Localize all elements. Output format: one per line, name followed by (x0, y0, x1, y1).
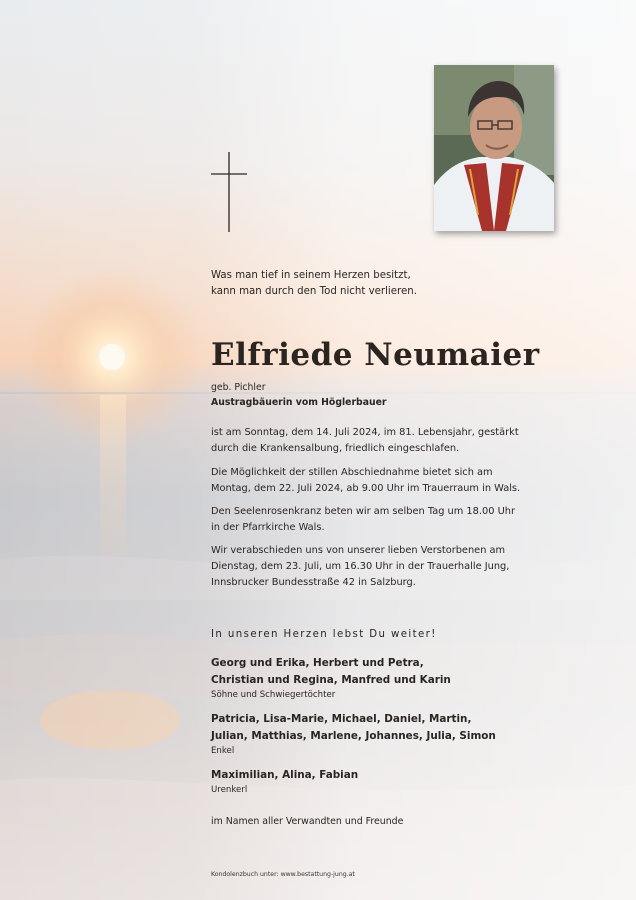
family-names (211, 655, 591, 689)
cross-icon (210, 152, 248, 232)
family-names-line: Christian und Regina, Manfred und Karin (211, 674, 451, 686)
deceased-name: Elfriede Neumaier (211, 337, 540, 373)
family-names-line: Julian, Matthias, Marlene, Johannes, Julia, Simon (211, 730, 496, 742)
paragraph-line: durch die Krankensalbung, friedlich eingeschlafen. (211, 443, 460, 454)
deceased-title: Austragbäuerin vom Höglerbauer (211, 397, 387, 408)
born-name: geb. Pichler (211, 382, 266, 393)
verse (211, 268, 591, 300)
portrait-photo (434, 65, 554, 231)
paragraph-line: Montag, dem 22. Juli 2024, ab 9.00 Uhr im Trauerraum in Wals. (211, 483, 521, 494)
farewell-viewing (211, 465, 591, 497)
funeral-info (211, 543, 591, 591)
deceased-details (211, 380, 591, 410)
paragraph-line: Wir verabschieden uns von unserer lieben Verstorbenen am (211, 545, 506, 556)
family-relation: Söhne und Schwiegertöchter (211, 690, 336, 700)
family-group-sons (211, 655, 591, 702)
death-announcement (211, 425, 591, 457)
verse-line: Was man tief in seinem Herzen besitzt, (211, 270, 411, 281)
family-relation: Urenkerl (211, 785, 248, 795)
obituary-text (211, 268, 591, 829)
family-names-line: Georg und Erika, Herbert und Petra, (211, 657, 424, 669)
family-names-line: Maximilian, Alina, Fabian (211, 769, 359, 781)
family-names (211, 767, 591, 784)
paragraph-line: Dienstag, dem 23. Juli, um 16.30 Uhr in der Trauerhalle Jung, (211, 561, 510, 572)
closing-line: im Namen aller Verwandten und Freunde (211, 816, 404, 827)
paragraph-line: in der Pfarrkirche Wals. (211, 522, 325, 533)
family-names-line: Patricia, Lisa-Marie, Michael, Daniel, Martin, (211, 713, 472, 725)
condolence-link[interactable]: Kondolenzbuch unter: www.bestattung-jung.at (211, 871, 355, 878)
paragraph-line: Innsbrucker Bundesstraße 42 in Salzburg. (211, 577, 416, 588)
family-group-great-grandchildren (211, 767, 591, 797)
rosary-info (211, 504, 591, 536)
motto: In unseren Herzen lebst Du weiter! (211, 629, 437, 640)
family-names (211, 711, 591, 745)
verse-line: kann man durch den Tod nicht verlieren. (211, 286, 417, 297)
paragraph-line: Den Seelenrosenkranz beten wir am selben Tag um 18.00 Uhr (211, 506, 515, 517)
paragraph-line: Die Möglichkeit der stillen Abschiednahme bietet sich am (211, 467, 493, 478)
family-relation: Enkel (211, 746, 235, 756)
family-group-grandchildren (211, 711, 591, 758)
paragraph-line: ist am Sonntag, dem 14. Juli 2024, im 81. Lebensjahr, gestärkt (211, 427, 519, 438)
